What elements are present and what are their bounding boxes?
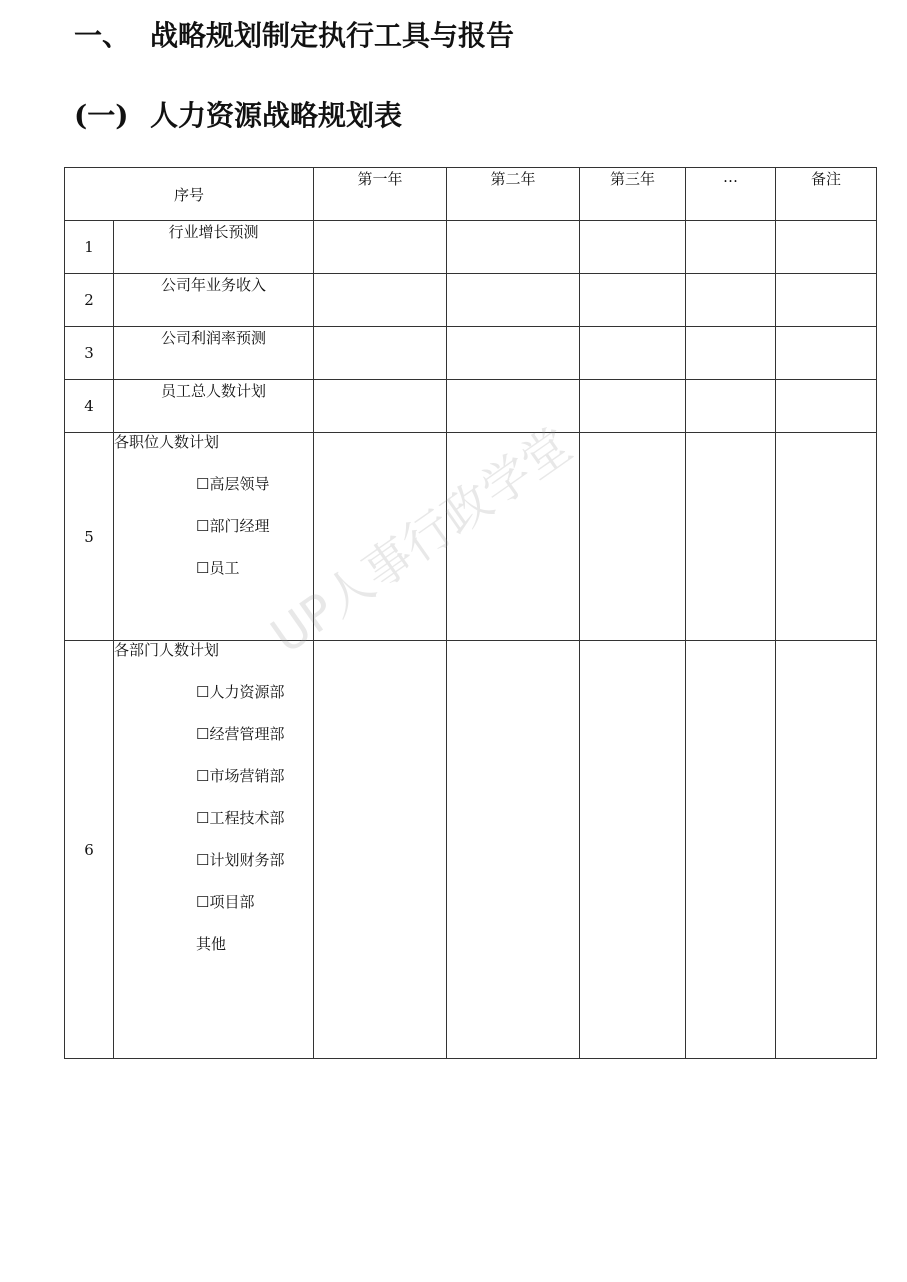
- row-index: 1: [65, 221, 114, 274]
- cell-year-3[interactable]: [580, 274, 686, 327]
- cell-remarks[interactable]: [776, 221, 877, 274]
- cell-year-2[interactable]: [447, 380, 580, 433]
- row-group-item: [114, 433, 314, 641]
- row-index: 5: [65, 433, 114, 641]
- table-row: [65, 327, 877, 380]
- cell-remarks[interactable]: [776, 274, 877, 327]
- cell-remarks[interactable]: [776, 641, 877, 1059]
- cell-year-2[interactable]: [447, 433, 580, 641]
- table-row: [65, 274, 877, 327]
- checkbox-item[interactable]: ☐市场营销部: [196, 767, 285, 785]
- subsection-number: (一): [74, 99, 129, 132]
- cell-year-1[interactable]: [314, 641, 447, 1059]
- cell-year-1[interactable]: [314, 274, 447, 327]
- checkbox-item[interactable]: ☐部门经理: [196, 517, 270, 535]
- watermark: UP人事行政学堂: [261, 417, 582, 665]
- cell-remarks[interactable]: [776, 380, 877, 433]
- row-item: 行业增长预测: [114, 221, 314, 274]
- header-remarks: 备注: [776, 168, 877, 221]
- header-year-1: 第一年: [314, 168, 447, 221]
- cell-year-2[interactable]: [447, 327, 580, 380]
- group-title: 各部门人数计划: [114, 641, 220, 659]
- hr-strategy-plan-table: [64, 167, 877, 1059]
- cell-year-2[interactable]: [447, 221, 580, 274]
- cell-ellipsis[interactable]: [686, 221, 776, 274]
- row-index: 3: [65, 327, 114, 380]
- table-row-position-plan: [65, 433, 877, 641]
- section-heading: [74, 14, 514, 58]
- cell-year-1[interactable]: [314, 433, 447, 641]
- cell-ellipsis[interactable]: [686, 433, 776, 641]
- cell-year-3[interactable]: [580, 641, 686, 1059]
- cell-remarks[interactable]: [776, 327, 877, 380]
- subsection-heading: [74, 94, 402, 138]
- checkbox-item[interactable]: ☐项目部: [196, 893, 255, 911]
- section-number: 一、: [74, 19, 131, 52]
- header-ellipsis: …: [686, 168, 776, 221]
- table-row: [65, 380, 877, 433]
- row-index: 4: [65, 380, 114, 433]
- row-index: 2: [65, 274, 114, 327]
- table-row: [65, 221, 877, 274]
- group-title: 各职位人数计划: [114, 433, 220, 451]
- table-header-row: [65, 168, 877, 221]
- checkbox-item[interactable]: ☐计划财务部: [196, 851, 285, 869]
- table-row-department-plan: [65, 641, 877, 1059]
- subsection-title: 人力资源战略规划表: [150, 99, 403, 132]
- cell-year-3[interactable]: [580, 433, 686, 641]
- cell-year-2[interactable]: [447, 641, 580, 1059]
- checkbox-item[interactable]: ☐经营管理部: [196, 725, 285, 743]
- row-index: 6: [65, 641, 114, 1059]
- cell-year-1[interactable]: [314, 221, 447, 274]
- cell-ellipsis[interactable]: [686, 274, 776, 327]
- cell-year-3[interactable]: [580, 380, 686, 433]
- row-item: 公司利润率预测: [114, 327, 314, 380]
- checkbox-item[interactable]: ☐高层领导: [196, 475, 270, 493]
- cell-year-3[interactable]: [580, 327, 686, 380]
- cell-ellipsis[interactable]: [686, 380, 776, 433]
- header-year-2: 第二年: [447, 168, 580, 221]
- checkbox-item[interactable]: ☐工程技术部: [196, 809, 285, 827]
- section-title: 战略规划制定执行工具与报告: [150, 19, 515, 52]
- cell-year-1[interactable]: [314, 327, 447, 380]
- cell-year-2[interactable]: [447, 274, 580, 327]
- row-item: 员工总人数计划: [114, 380, 314, 433]
- cell-ellipsis[interactable]: [686, 641, 776, 1059]
- other-item: 其他: [196, 935, 227, 953]
- cell-year-3[interactable]: [580, 221, 686, 274]
- cell-remarks[interactable]: [776, 433, 877, 641]
- checkbox-item[interactable]: ☐员工: [196, 559, 240, 577]
- header-year-3: 第三年: [580, 168, 686, 221]
- header-seq: 序号: [65, 168, 314, 221]
- row-group-item: [114, 641, 314, 1059]
- row-item: 公司年业务收入: [114, 274, 314, 327]
- cell-ellipsis[interactable]: [686, 327, 776, 380]
- checkbox-item[interactable]: ☐人力资源部: [196, 683, 285, 701]
- cell-year-1[interactable]: [314, 380, 447, 433]
